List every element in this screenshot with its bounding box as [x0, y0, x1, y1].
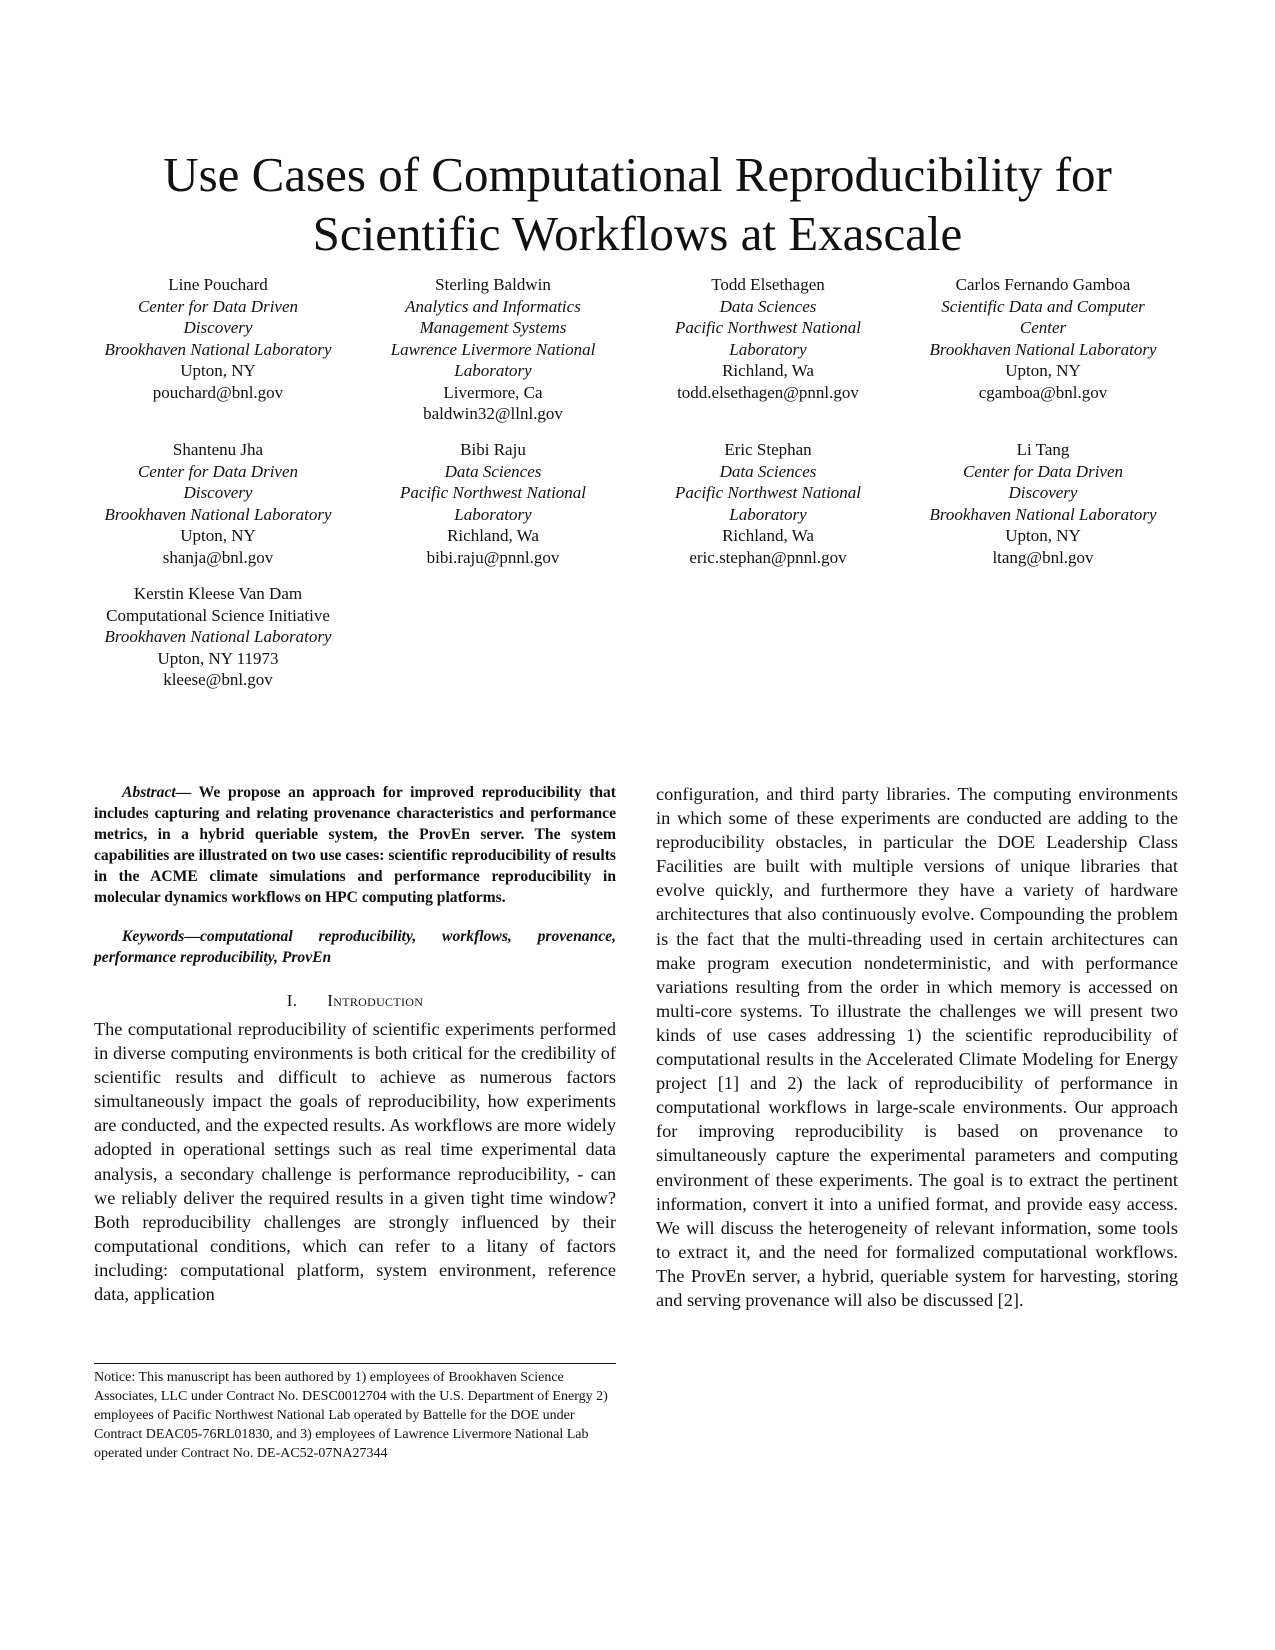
author-detail: kleese@bnl.gov: [163, 670, 273, 689]
author-detail: Laboratory: [729, 339, 807, 359]
author-detail: Lawrence Livermore National: [390, 339, 596, 359]
keywords: Keywords—computational reproducibility, workflows, provenance, performance reproducibility, ProvEn: [94, 928, 616, 966]
section-title: Introduction: [327, 991, 424, 1010]
author-detail: todd.elsethagen@pnnl.gov: [677, 382, 859, 402]
author-detail: Pacific Northwest National: [399, 483, 587, 502]
author-detail: Data Sciences: [719, 461, 817, 481]
author-detail: Center: [1019, 318, 1067, 337]
author-name: Line Pouchard: [168, 275, 268, 294]
abstract: [94, 782, 616, 908]
author-detail: Discovery: [183, 483, 253, 502]
author-detail: Richland, Wa: [447, 526, 539, 545]
author-detail: Center for Data Driven: [137, 296, 299, 316]
author-detail: Brookhaven National Laboratory: [104, 627, 332, 646]
footnote-rule: [94, 1363, 616, 1364]
author-detail: cgamboa@bnl.gov: [978, 382, 1108, 402]
author-detail: Upton, NY: [1005, 526, 1081, 545]
title-line-1: Use Cases of Computational Reproducibility for: [163, 146, 1112, 202]
author-name: Bibi Raju: [460, 440, 526, 459]
author-detail: Laboratory: [454, 504, 532, 524]
author-detail: Pacific Northwest National: [674, 483, 862, 502]
title-line-2: Scientific Workflows at Exascale: [312, 205, 963, 261]
author-block: [83, 439, 353, 568]
author-detail: eric.stephan@pnnl.gov: [689, 547, 847, 567]
section-number: I.: [286, 991, 298, 1010]
author-name: Carlos Fernando Gamboa: [955, 275, 1131, 294]
author-detail: Center for Data Driven: [137, 461, 299, 481]
author-detail: Scientific Data and Computer: [941, 296, 1145, 316]
author-detail: Upton, NY 11973: [157, 648, 279, 668]
author-block: [83, 583, 353, 691]
author-detail: Laboratory: [729, 504, 807, 524]
author-detail: Brookhaven National Laboratory: [104, 339, 332, 359]
author-block: [358, 439, 628, 568]
author-detail: Discovery: [1008, 483, 1078, 502]
author-detail: shanja@bnl.gov: [162, 547, 274, 567]
author-detail: Pacific Northwest National: [674, 318, 862, 337]
right-column: [656, 782, 1178, 1312]
author-detail: Upton, NY: [180, 361, 256, 380]
author-detail: Richland, Wa: [722, 526, 814, 545]
author-block: [633, 439, 903, 568]
author-detail: Data Sciences: [719, 296, 817, 316]
author-detail: Laboratory: [454, 361, 532, 380]
author-name: Sterling Baldwin: [435, 275, 551, 294]
author-detail: baldwin32@llnl.gov: [423, 404, 563, 423]
author-block: [908, 274, 1178, 403]
author-detail: Brookhaven National Laboratory: [929, 339, 1157, 359]
author-detail: Analytics and Informatics: [405, 296, 581, 316]
author-detail: Management Systems: [419, 318, 567, 337]
author-detail: Upton, NY: [1005, 361, 1081, 380]
author-block: [908, 439, 1178, 568]
author-detail: Discovery: [183, 318, 253, 337]
section-heading: [94, 991, 616, 1011]
author-detail: Richland, Wa: [722, 361, 814, 380]
author-detail: Center for Data Driven: [962, 461, 1124, 481]
author-detail: Brookhaven National Laboratory: [104, 504, 332, 524]
author-block: [633, 274, 903, 403]
author-name: Shantenu Jha: [172, 440, 264, 459]
author-detail: Upton, NY: [180, 526, 256, 545]
copyright-footnote: Notice: This manuscript has been authored by 1) employees of Brookhaven Science Associates, LLC under Contract No. DESC0012704 with the U.S. Department of Energy 2) employees of Pacific Northwest National Lab operated by Battelle for the DOE under Contract DEAC05-76RL01830, and 3) employees of Lawrence Livermore National Lab operated under Contract No. DE-AC52-07NA27344: [94, 1370, 608, 1461]
abstract-label: Abstract—: [122, 784, 192, 801]
intro-paragraph-left: The computational reproducibility of scientific experiments performed in diverse computing environments is both critical for the credibility of scientific results and difficult to achieve as numerous factors simultaneously impact the goals of reproducibility, how experiments are conducted, and the expected results. As workflows are more widely adopted in operational settings such as real time experimental data analysis, a secondary challenge is performance reproducibility, - can we reliably deliver the required results in a given tight time window? Both reproducibility challenges are strongly influenced by their computational conditions, which can refer to a litany of factors including: computational platform, system environment, reference data, application: [94, 1019, 616, 1305]
abstract-text: We propose an approach for improved reproducibility that includes capturing and relating provenance characteristics and performance metrics, in a hybrid queriable system, the ProvEn server. The system capabilities are illustrated on two use cases: scientific reproducibility of results in the ACME climate simulations and performance reproducibility in molecular dynamics workflows on HPC computing platforms.: [94, 784, 616, 906]
author-detail: Computational Science Initiative: [106, 605, 330, 625]
left-column: [94, 782, 616, 1306]
author-detail: ltang@bnl.gov: [992, 547, 1094, 567]
author-detail: bibi.raju@pnnl.gov: [426, 547, 560, 567]
author-detail: Brookhaven National Laboratory: [929, 504, 1157, 524]
author-detail: Livermore, Ca: [443, 382, 543, 402]
author-name: Eric Stephan: [724, 440, 812, 459]
author-name: Li Tang: [1016, 440, 1070, 459]
intro-paragraph-right: configuration, and third party libraries. The computing environments in which some of these experiments are conducted are adding to the reproducibility obstacles, in particular the DOE Leadership Class Facilities are built with multiple versions of unique libraries that evolve quickly, and furthermore they have a variety of hardware architectures that also continuously evolve. Compounding the problem is the fact that the multi-threading used in certain architectures can make program execution nondeterministic, and with performance variations resulting from the order in which memory is accessed on multi-core systems. To illustrate the challenges we will present two kinds of use cases addressing 1) the scientific reproducibility of computational results in the Accelerated Climate Modeling for Energy project [1] and 2) the lack of reproducibility of performance in computational workflows in large-scale environments. Our approach for improving reproducibility is based on provenance to simultaneously capture the experimental parameters and computing environment of these experiments. The goal is to extract the pertinent information, convert it into a unified format, and provide easy access. We will discuss the heterogeneity of relevant information, some tools to extract it, and the need for formalized computational workflows. The ProvEn server, a hybrid, queriable system for harvesting, storing and serving provenance will also be discussed [2].: [656, 784, 1178, 1310]
author-name: Todd Elsethagen: [711, 275, 825, 294]
author-name: Kerstin Kleese Van Dam: [133, 584, 303, 603]
author-block: [83, 274, 353, 403]
author-block: [358, 274, 628, 425]
author-detail: Data Sciences: [444, 461, 542, 481]
paper-title: [60, 145, 1215, 263]
author-detail: pouchard@bnl.gov: [152, 382, 284, 402]
